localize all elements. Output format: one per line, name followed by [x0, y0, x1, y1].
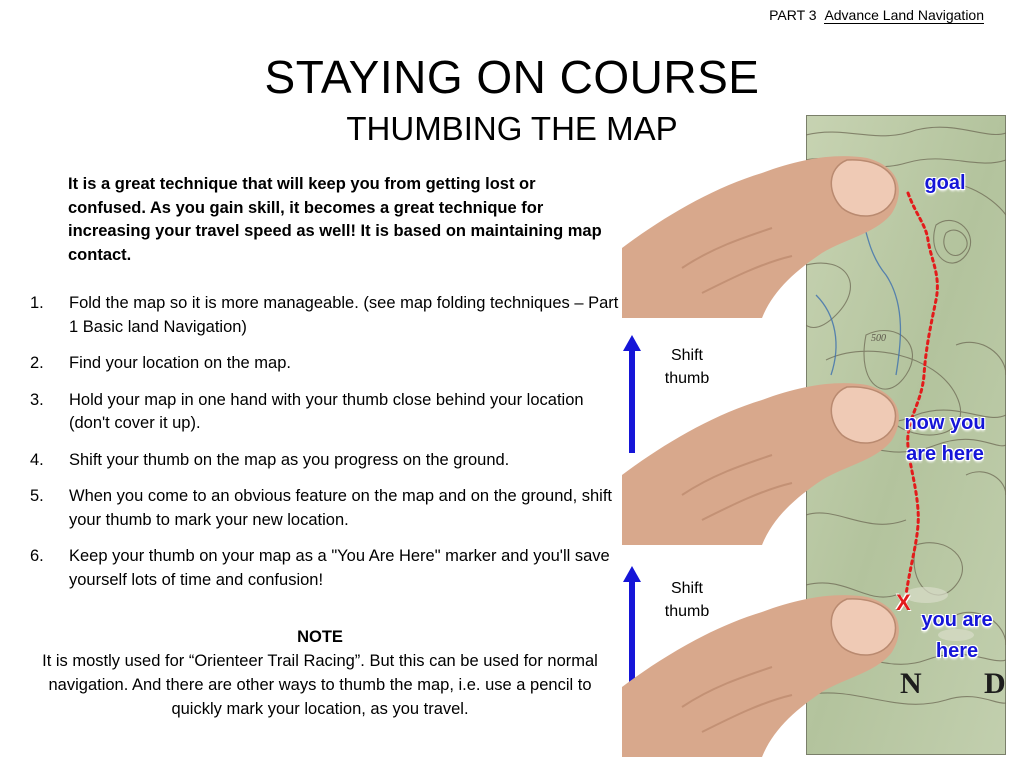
step-text: Shift your thumb on the map as you progress on the ground. [69, 450, 510, 469]
map-letter: D [984, 667, 1006, 700]
step-text: When you come to an obvious feature on the map and on the ground, shift your thumb to mark your new location. [69, 487, 613, 529]
map-letter: N [900, 667, 922, 700]
shift-thumb-label: Shift thumb [664, 580, 710, 620]
thumb-start [622, 567, 912, 757]
thumb-goal [622, 128, 912, 318]
slide-header [769, 7, 984, 23]
step-number: 2. [30, 354, 44, 372]
goal-label: goal [924, 172, 966, 194]
step-number: 1. [30, 294, 44, 312]
page-title: STAYING ON COURSE [264, 51, 760, 103]
thumb-now [622, 355, 912, 545]
step-number: 3. [30, 390, 44, 409]
step-number: 5. [30, 487, 44, 505]
intro-paragraph: It is a great technique that will keep you from getting lost or confused. As you gain skill, it becomes a great technique for increasing your travel speed as well! It is based on maintaining map contact. [68, 175, 602, 264]
list-item [30, 485, 620, 532]
now-you-are-here-label: now you are here [904, 412, 986, 465]
step-text: Find your location on the map. [69, 354, 291, 372]
shift-thumb-label: Shift thumb [664, 347, 710, 387]
list-item [30, 449, 620, 473]
list-item [30, 352, 620, 376]
step-number: 6. [30, 547, 44, 565]
contour-label: 500 [871, 333, 886, 344]
section-title: Advance Land Navigation [824, 7, 984, 23]
step-text: Fold the map so it is more manageable. (see map folding techniques – Part 1 Basic land Navigation) [69, 294, 619, 336]
x-mark: X [896, 590, 911, 615]
note-body: It is mostly used for “Orienteer Trail Racing”. But this can be used for normal navigation. And there are other ways to thumb the map, i.e. use a pencil to quickly mark your location, as you travel. [42, 652, 598, 718]
steps-list [30, 292, 620, 605]
list-item [30, 292, 620, 339]
you-are-here-label: you are here [921, 609, 993, 662]
note-box [25, 625, 615, 721]
step-text: Hold your map in one hand with your thumb close behind your location (don't cover it up). [69, 390, 584, 432]
part-label: PART 3 [769, 7, 817, 23]
list-item [30, 389, 620, 436]
step-text: Keep your thumb on your map as a "You Are Here" marker and you'll save yourself lots of time and confusion! [69, 547, 610, 589]
page-subtitle: THUMBING THE MAP [346, 110, 678, 147]
list-item [30, 545, 620, 592]
note-title: NOTE [297, 628, 343, 646]
step-number: 4. [30, 450, 44, 469]
